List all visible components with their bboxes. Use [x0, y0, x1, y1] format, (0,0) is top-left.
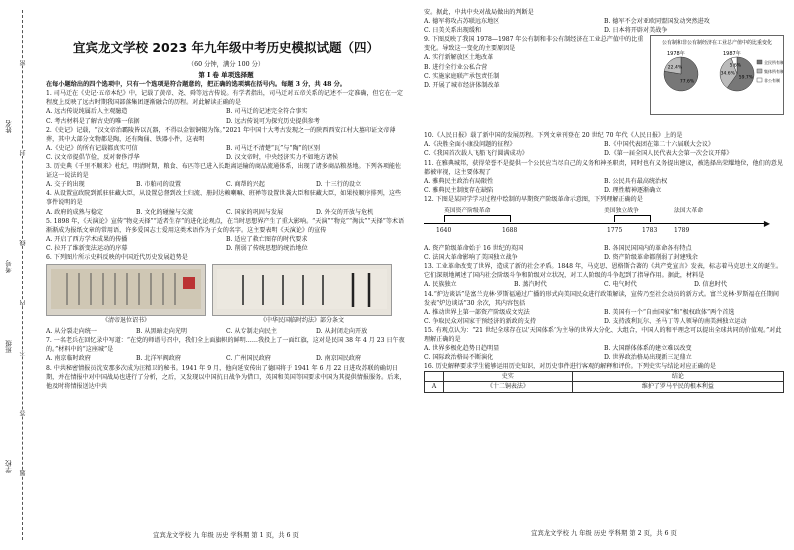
pie-data-label: 77.6% [679, 79, 695, 85]
option: B. 公民具有最高统治权 [604, 177, 668, 185]
option: C. 国家的巩固与发展 [226, 208, 284, 216]
q15-options [424, 344, 784, 362]
page-2 [424, 8, 784, 538]
option: B. 美国有一个“自由国家”和“极权政体”两个首选 [604, 308, 735, 316]
revolution-timeline [424, 206, 784, 242]
timeline-year: 1640 [436, 227, 452, 235]
option: B. 各国民国国内的革命各有特点 [604, 245, 692, 253]
mark-inner: 内 [20, 300, 27, 306]
q6-images [46, 264, 406, 325]
q10-options [424, 140, 784, 158]
q16-table [424, 371, 784, 392]
caption-edict: 《清帝退位诏书》 [101, 317, 150, 325]
option: D. 十三行的设立 [316, 181, 362, 189]
option: D. 资产阶级革命都削弱了封建残余 [604, 254, 698, 262]
question-10: 10.《人民日报》载了新中国的发展历程。下列文章刊登在 20 世纪 70 年代《人民日报》上的是 [424, 132, 683, 140]
q4-options [46, 208, 406, 217]
pie-data-label: 22.4% [667, 65, 683, 71]
option: D. 信息时代 [694, 281, 727, 289]
question-4: 4. 从设置宣政院到派驻驻藏大臣，从设置总督到改土归流、册封达赖喇嘛、班禅等设置世袭大臣和驻藏大臣，如果按顺序排列，这些事件说明的是 [46, 190, 402, 207]
timeline-label: 美国独立战争 [604, 208, 639, 215]
legend-swatch [757, 78, 762, 82]
table-header-row [425, 372, 784, 382]
table-header-cell: 史实 [444, 372, 573, 382]
option: D. 汉文帝时，中央经济实力不如地方诸侯 [226, 153, 339, 161]
table-row [425, 382, 784, 392]
q12-options [424, 244, 784, 262]
option: A. 雅典民主政治有局限性 [424, 177, 494, 185]
option: B. 司马迁不清楚“瓦”与“陶”的区别 [226, 144, 320, 152]
option: A. 实行新解放区土地改革 [424, 54, 494, 62]
legend-swatch [757, 60, 762, 64]
legend-entry: 全民所有制 [764, 60, 783, 66]
option: B. 文化的碰撞与交流 [136, 208, 194, 216]
q3-options [46, 180, 406, 189]
question-8: 8. 中共秘密情报员沈安那多次成为汪精卫的秘书。1941 年 9 月，他向延安传出了德国将于 1941 年 6 月 22 日进攻苏联的确切日期，并在情报中对中国战局也进行了分析，之后，又发现以中国抗日战争为借口，英国和美国等国要求中国为其提供情报服务。后来，他及时将情报送达中共 [46, 364, 406, 390]
pie-data-label: 5.6% [729, 63, 742, 69]
exam-title: 宜宾龙文学校 2023 年九年级中考历史模拟试题（四） [73, 40, 379, 55]
document-image-icon [47, 265, 205, 313]
q8-options [424, 17, 784, 35]
legend-swatch [757, 69, 762, 73]
option: B.《中国代表团在第二十六届联大会议》 [604, 141, 715, 149]
option: C. 商帮的兴起 [226, 181, 265, 189]
timeline-year: 1783 [642, 227, 658, 235]
q14-options [424, 308, 784, 326]
option: A. 世界多极化趋势日趋明显 [424, 345, 500, 353]
option: C.《我国首次载人飞船飞行圆满成功》 [424, 150, 528, 158]
option: A.《史记》的所有记载都真实可信 [46, 144, 138, 152]
exam-subtitle: （60 分钟，满分 100 分） [187, 61, 265, 68]
legend-entry: 集体所有制 [764, 69, 783, 75]
option: A. 交子的出现 [46, 181, 85, 189]
pie-data-label: 34.6% [720, 71, 735, 77]
question-16: 16. 历史解释要求学生能够运用历史知识，对历史事件进行客观的解释和评价。下列史实与结论对应正确的是 [424, 363, 716, 371]
option: B. 司马迁的记述完全符合事实 [226, 108, 308, 116]
option: A. 南京临时政府 [46, 355, 91, 363]
question-2: 2.《史记》记载，“汉文帝治霸陵皆以瓦器，不得以金银铜锡为饰。”2021 年中国十大考古发现之一的陕西西安江村大墓印证文帝薄葬，其中大部分文物都是陶，还有陶俑、铁器小件，这表明 [46, 126, 396, 143]
question-7: 7. 一名老兵在回忆录中写道：“在党的师谱号召中，我们全上面旗帜的鲜明……我投上了一面红旗，这对是民国 38 年 4 月 23 日午夜的。”材料中的“这座城”是 [46, 337, 405, 354]
q1-options [46, 107, 406, 125]
mark-fold: 封 [20, 150, 27, 156]
q9-options [424, 53, 644, 89]
table-cell: 《十二铜表法》 [444, 382, 573, 392]
name-label: 姓名 [5, 120, 13, 133]
arrow-right-icon: ▶ [763, 219, 770, 229]
option: C. 国际政治格局不断演化 [424, 354, 494, 362]
option: C. 雅典民主制度存在缺陷 [424, 186, 494, 194]
option: A. 资产阶级革命始于 16 世纪的英国 [424, 245, 524, 253]
option: D. 世界政治格局出现新三足鼎立 [604, 354, 692, 362]
option: D. 开展了城市经济体制改革 [424, 81, 500, 89]
option: B. 德军不会对亚欧同盟国发动突然进攻 [604, 18, 710, 26]
pie-chart [651, 36, 783, 114]
question-8-continued: 安。据此，中共中央对战局做出的判断是 [424, 9, 534, 16]
option: D. 远古传说可为探究历史提供参考 [226, 117, 320, 125]
option: A. 从分裂走向统一 [46, 328, 97, 336]
q9-block [424, 35, 784, 131]
question-1: 1. 司马迁在《史记·五帝本纪》中，记载了黄帝、尧、舜等远古传说。有学者指出，司马迁对五帝关系的记述不一定准确，但它在一定程度上反映了远古时期我国部落集团逐渐融合的历程。对此解读正确的是 [46, 90, 404, 107]
table-cell: 维护了罗马平民的根本利益 [572, 382, 783, 392]
option: C. 从专制走向民主 [226, 328, 277, 336]
q5-options [46, 235, 406, 253]
option: B. 适应了救亡图存的时代要求 [226, 235, 308, 243]
class-label: 班级 [5, 340, 13, 353]
option: B. 北洋军阀政府 [136, 355, 181, 363]
mark-line: 线 [20, 240, 27, 246]
timeline-label: 英国资产阶级革命 [444, 208, 491, 215]
option: C. 法国大革命影响了美国独立战争 [424, 254, 518, 262]
option: D.《第一届全国人民代表大会第一次会议开幕》 [604, 150, 733, 158]
question-14: 14.“炉边谈话”是富兰克林·罗斯福通过广播的形式向美国民众进行政策解读，宣传乃至社会动员的新方式。富兰克林·罗斯福在任期间发表“炉边谈话”30 余次，其内容包括 [424, 290, 779, 307]
option: C. 实施家庭联产承包责任制 [424, 72, 500, 80]
chart-title: 公有制和非公有制经济在工业总产值中的比重变化 [661, 40, 773, 47]
option: C. 广州国民政府 [226, 355, 271, 363]
option: D. 南京国民政府 [316, 355, 362, 363]
document-image-icon [213, 265, 391, 313]
option: C. 汉文帝提倡节俭，反对奢侈浮华 [46, 153, 140, 161]
option: D. 外交的开放与危机 [316, 208, 374, 216]
section-title: 第 I 卷 单项选择题 [198, 71, 254, 80]
option: D. 支持波利瓦尔、圣马丁等人领导的南美洲独立运动 [604, 317, 747, 325]
pie-year-label: 1978年 [667, 51, 685, 58]
option: D. 从封闭走向开放 [316, 328, 368, 336]
exam-no-label: 考号 [5, 260, 13, 273]
provisional-constitution-image [212, 264, 392, 316]
option: B. 蒸汽时代 [514, 281, 547, 289]
page-footer: 宜宾龙文学校 九 年级 历史 学科期 第 2 页，共 6 页 [531, 529, 677, 537]
pie-year-label: 1987年 [723, 51, 741, 58]
option: A. 推动世界上第一部资产阶级成文宪法 [424, 308, 530, 316]
question-6: 6. 下列图片所示史料反映的中国近代历史发展趋势是 [46, 253, 188, 261]
q11-options [424, 177, 784, 195]
table-cell: A [425, 382, 444, 392]
option: C. 考古材料是了解古史的唯一依据 [46, 117, 140, 125]
timeline-label: 法国大革命 [674, 208, 703, 215]
option: A. 开启了西方学术成果的传播 [46, 235, 128, 243]
abdication-edict-image [46, 264, 206, 316]
option: D. 理性精神逐渐确立 [604, 186, 662, 194]
question-15: 15. 有观点认为：“21 世纪全球存在以‘天国体系’为主导的世界大分化、大组合，中国人的和平理念可以提出全球共同的价值观。”对此理解正确的是 [424, 326, 782, 343]
q7-options [46, 354, 406, 363]
option: C. 争取民众对国家干预经济的新政的支持 [424, 317, 536, 325]
option: A. 德军将攻占苏联远东地区 [424, 18, 500, 26]
option: A. 民族独立 [424, 281, 457, 289]
legend-entry: 非公有制 [764, 78, 780, 84]
option: B. 从黑暗走向光明 [136, 328, 188, 336]
option: A.《决胜全面小康没问题的征程》 [424, 141, 516, 149]
option: A. 政府的成熟与稳定 [46, 208, 104, 216]
question-3: 3. 历史典《千里不顺来》杜纪，明清时期，粮食、布匹等已进入长距离运输的商品流通体系，出现了诸多商品粮基地。下列各项能佐证这一说法的是 [46, 163, 402, 180]
instruction: 在每小题给出的四个选项中，只有一个选项是符合题意的，把正确的选项填在括号内。每题 3 分，共 48 分。 [46, 81, 346, 89]
question-9: 9. 下图反映了我国 1978—1987 年公有制和非公有制经济在工业总产值中的比重变化。导致这一变化的主要原因是 [424, 36, 644, 53]
page-1 [46, 10, 406, 540]
timeline-year: 1789 [674, 227, 690, 235]
binding-strip [0, 0, 34, 550]
timeline-year: 1688 [502, 227, 518, 235]
q2-options [46, 144, 406, 162]
mark-seal: 密 [20, 60, 27, 66]
option: D. 日本将开辟对美战争 [604, 27, 668, 35]
option: B. 进行全行业公私合营 [424, 63, 488, 71]
mark-answer: 答 [20, 410, 27, 416]
option: C. 电气时代 [604, 281, 637, 289]
option: C. 拉开了维新变法运动的序幕 [46, 244, 128, 252]
page-footer: 宜宾龙文学校 九 年级 历史 学科期 第 1 页，共 6 页 [153, 531, 299, 539]
option: C. 日美关系出现缓和 [424, 27, 482, 35]
pie-chart-box [650, 35, 784, 115]
question-11: 11. 在雅典城邦，获得荣誉不是提供一个公民应当尽自己的义务和神圣职责，同时也有义务提出建议，被选择出荣耀地位，他们的意见都被审视，这主要体现了 [424, 159, 783, 176]
mark-no: 不 [20, 350, 27, 356]
table-header-cell: 结论 [572, 372, 783, 382]
question-5: 5. 1898 年，《天演论》宣传“物竞天择”“适者生存”的进化论观点，在当时思想界产生了重大影响。“天演”“物竞”“淘汰”“天择”等术语渐渐成为报纸文章的常用语，许多爱国志士爱用这类术语作为子女的名字。这主要表明《天演论》的宣传 [46, 217, 405, 234]
option: B. 市舶司的设置 [136, 181, 181, 189]
pie-data-label: 59.7% [738, 75, 754, 81]
q6-options [46, 327, 406, 336]
caption-constitution: 《中华民国临时约法》部分条文 [259, 317, 344, 325]
school-label: 学校 [5, 460, 13, 473]
option: A. 远古传说纯属后人主观臆造 [46, 108, 128, 116]
question-12: 12. 下图是某同学学习过程中绘制的早期资产阶级革命示意图，下列理解正确的是 [424, 195, 643, 203]
cut-line [22, 10, 23, 540]
mark-question: 题 [20, 470, 27, 476]
option: B. 大国群体体系的建立难以改变 [604, 345, 692, 353]
q13-options [424, 280, 784, 289]
option: D. 削弱了传统思想的统治地位 [226, 244, 308, 252]
question-13: 13. 工业革命改变了世界，造成了新的社会矛盾。1848 年，马克思、恩格斯合著的《共产党宣言》发表，标志着马克思主义的诞生。它们深刻地阐述了国内社会阶级斗争和阶级对立状况，对工人阶级的斗争起到了指导作用。据此，材料是 [424, 263, 783, 280]
timeline-year: 1775 [607, 227, 623, 235]
timeline-axis [424, 223, 764, 224]
